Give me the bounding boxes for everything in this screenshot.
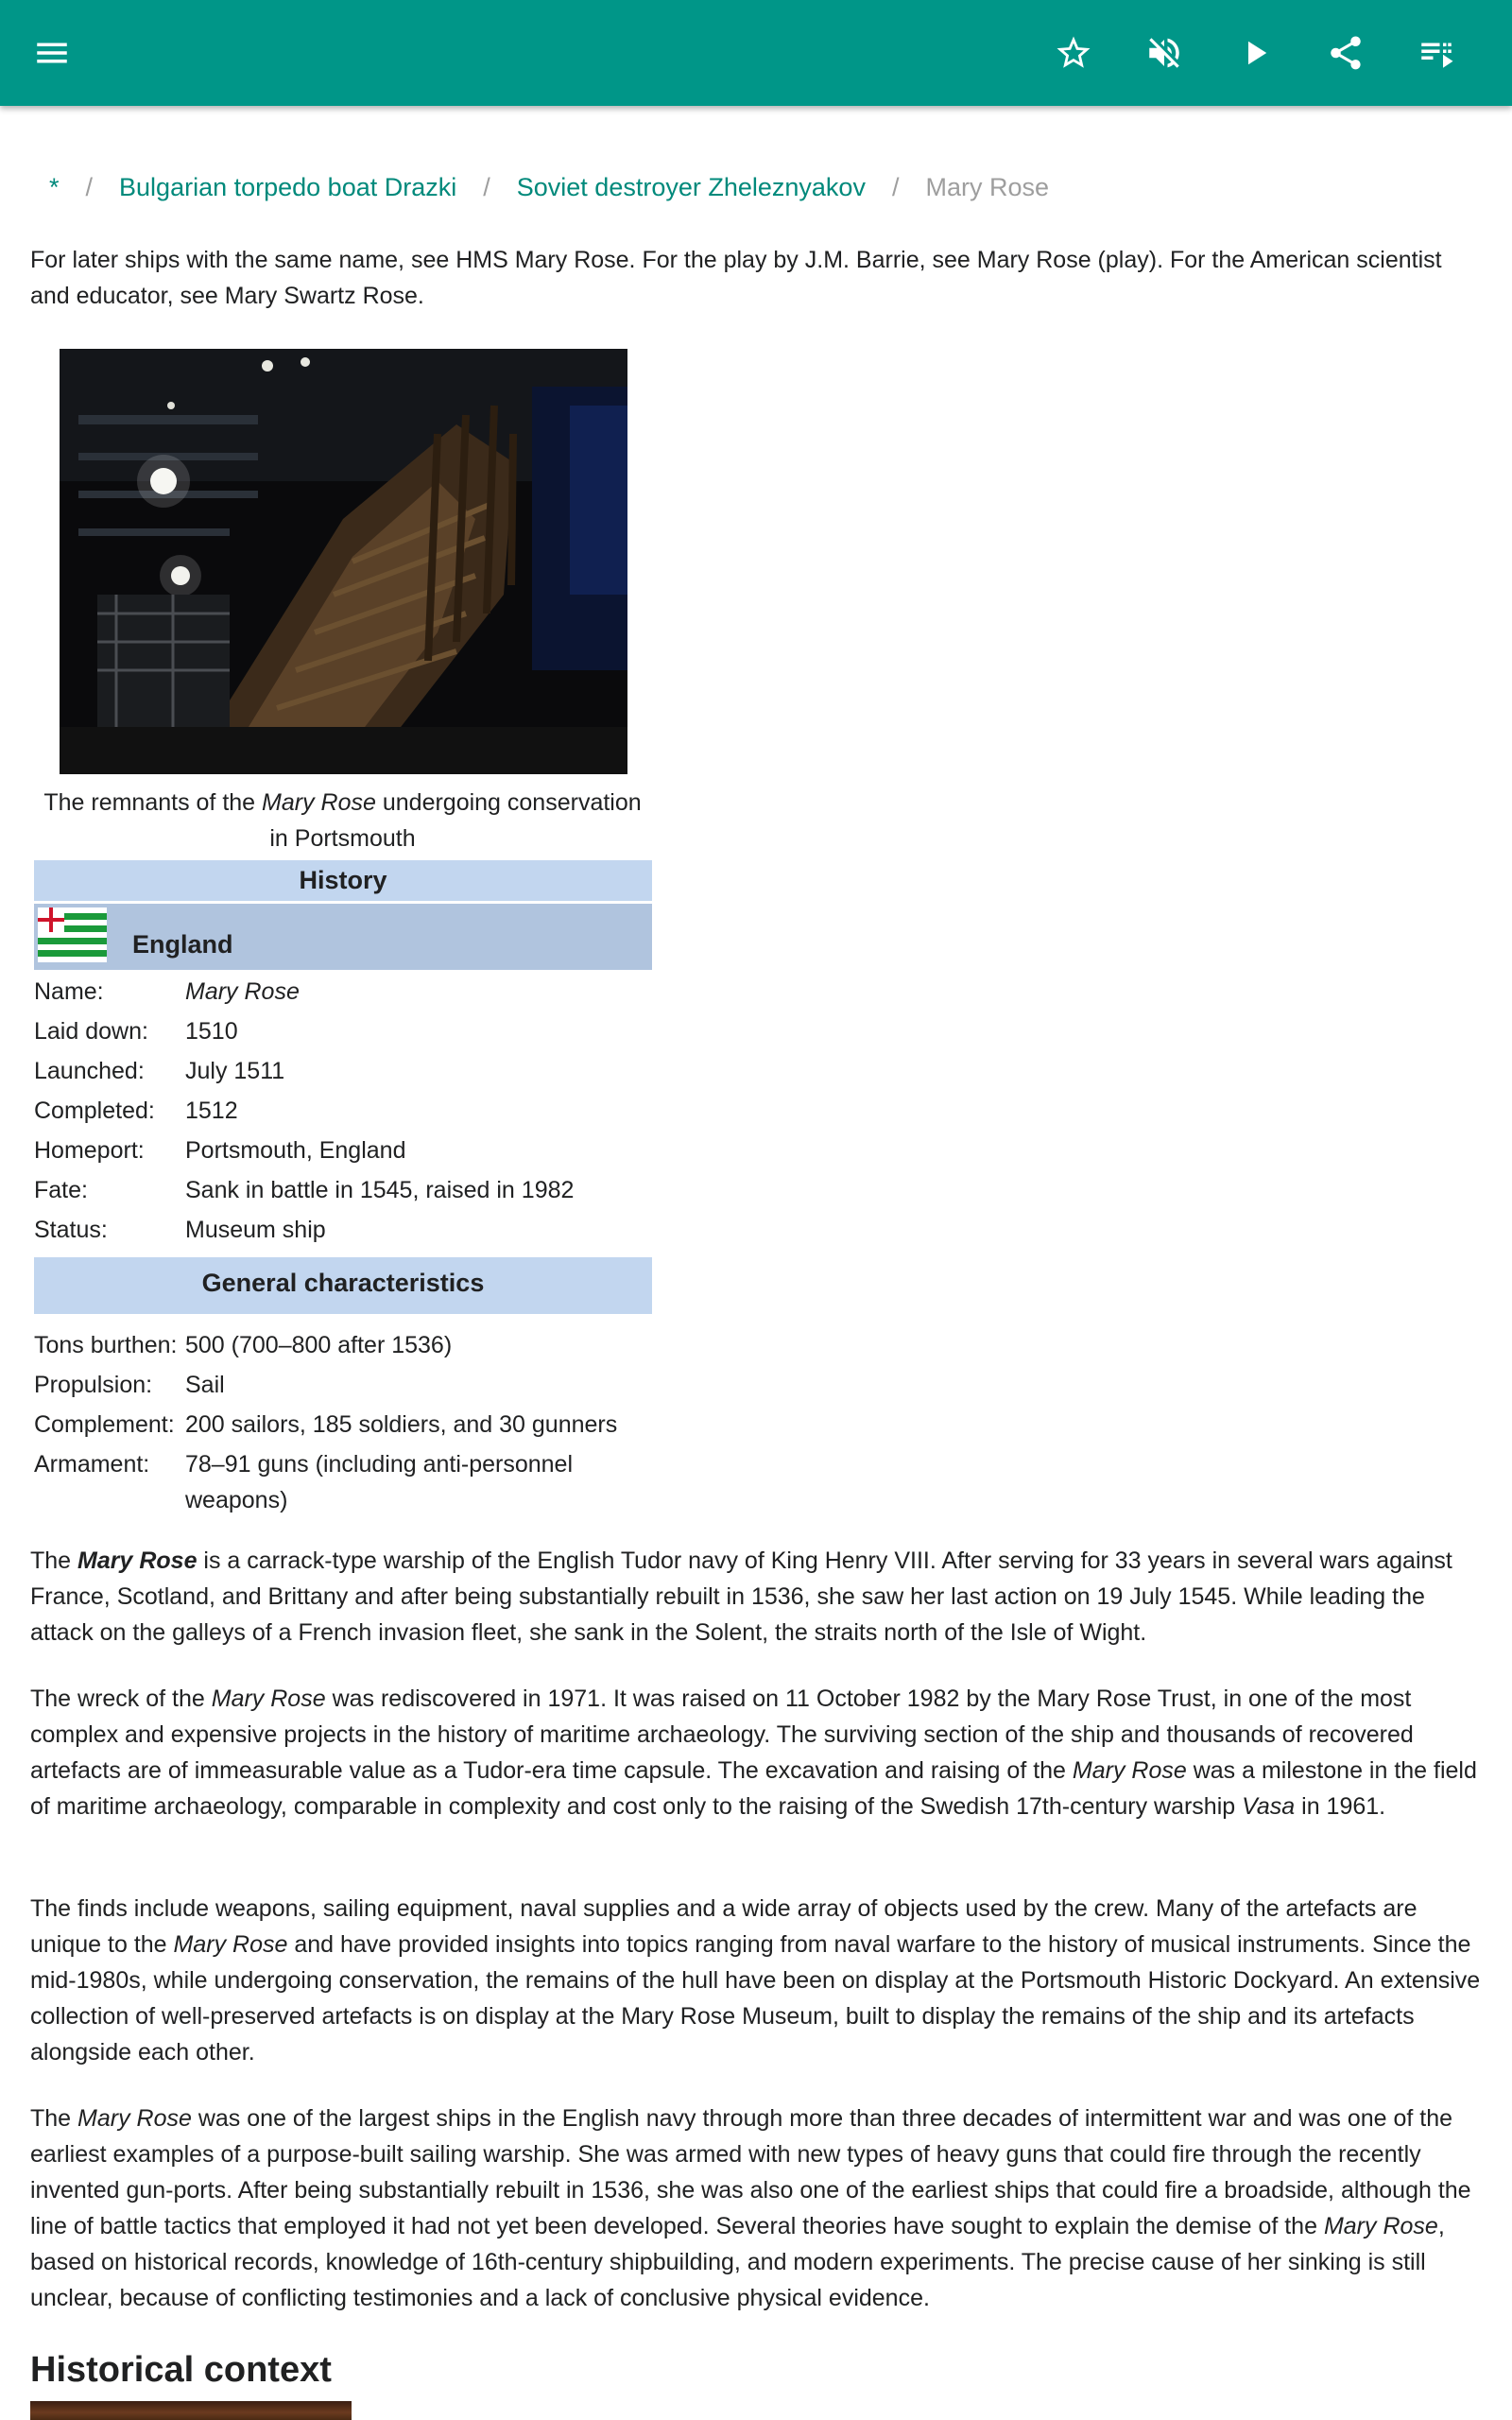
- infobox-value: Sail: [185, 1372, 225, 1398]
- paragraph-text: is a carrack-type warship of the English Tudor navy of King Henry VIII. After serving for 33 years in several wars against France, Scotland, and Brittany and after being substantially rebuilt in 1536, she saw her last action on 19 July 1545. While leading the attack on the galleys of a French invasion fleet, she sank in the Solent, the straits north of the Isle of Wight.: [30, 1547, 1452, 1646]
- infobox-label: Propulsion:: [34, 1372, 153, 1398]
- infobox-general-rows: [34, 1314, 652, 1520]
- infobox-row: [34, 1091, 652, 1131]
- paragraph-text: The: [30, 2105, 78, 2132]
- historical-context-image[interactable]: [30, 2401, 352, 2420]
- breadcrumb: [49, 168, 1049, 206]
- article-ship-name: Mary Rose: [1072, 1757, 1187, 1784]
- infobox-value: 78–91 guns (including anti-personnel weapons): [185, 1451, 574, 1513]
- share-icon: [1326, 33, 1366, 73]
- paragraph-text: in 1961.: [1295, 1793, 1386, 1820]
- star-outline-icon: [1054, 33, 1093, 73]
- bookmark-button[interactable]: [1047, 26, 1100, 79]
- infobox-label: Completed:: [34, 1098, 155, 1124]
- paragraph-text: was one of the largest ships in the English navy through more than three decades of intermittent war and was one of the earliest examples of a purpose-built sailing warship. She was armed with new types of heavy guns that could fire through the recently invented gun-ports. After being substantially rebuilt in 1536, she was also one of the earliest ships that could fire a broadside, although the line of battle tactics that employed it had not yet been developed. Several theories have sought to explain the demise of the: [30, 2105, 1471, 2239]
- infobox-value: 1510: [185, 1018, 238, 1045]
- infobox-value: Sank in battle in 1545, raised in 1982: [185, 1177, 575, 1203]
- infobox-label: Armament:: [34, 1451, 150, 1478]
- breadcrumb-home[interactable]: *: [49, 172, 60, 201]
- volume-off-icon: [1144, 33, 1184, 73]
- article-ship-name: Mary Rose: [77, 2105, 192, 2132]
- breadcrumb-item-drazki[interactable]: Bulgarian torpedo boat Drazki: [119, 172, 457, 201]
- play-icon: [1235, 33, 1275, 73]
- infobox-history-rows: [34, 970, 652, 1250]
- paragraph-text: was a milestone in the field of maritime archaeology, comparable in complexity and cost only to the raising of the Swedish 17th-century warship: [30, 1757, 1477, 1820]
- infobox-row: [34, 1325, 652, 1365]
- article-paragraph-4: [30, 2100, 1490, 2316]
- infobox-row: [34, 1210, 652, 1250]
- mute-button[interactable]: [1138, 26, 1191, 79]
- infobox-row: [34, 1170, 652, 1210]
- infobox-country: England: [132, 930, 233, 959]
- infobox-label: Status:: [34, 1217, 108, 1243]
- article-ship-name: Vasa: [1242, 1793, 1296, 1820]
- paragraph-text: , based on historical records, knowledge of 16th-century shipbuilding, and modern experiments. The precise cause of her sinking is still unclear, because of conflicting testimonies and a lack of conclusive physical evidence.: [30, 2213, 1445, 2311]
- contents-button[interactable]: [1410, 26, 1463, 79]
- infobox: [34, 860, 652, 1520]
- infobox-row: [34, 1011, 652, 1051]
- ensign-flag-icon: [38, 908, 107, 962]
- article-paragraph-2: [30, 1681, 1490, 1824]
- paragraph-text: The: [30, 1547, 78, 1574]
- paragraph-text: The wreck of the: [30, 1685, 212, 1712]
- hatnote: For later ships with the same name, see HMS Mary Rose. For the play by J.M. Barrie, see Mary Rose (play). For the American scientist and educator, see Mary Swartz Rose.: [30, 247, 1442, 309]
- caption-ship-name: Mary Rose: [262, 789, 376, 816]
- infobox-general-heading: General characteristics: [34, 1257, 652, 1314]
- ship-remnants-photo[interactable]: [60, 349, 627, 774]
- article-ship-name: Mary Rose: [1323, 2213, 1438, 2239]
- article-paragraph-3: [30, 1891, 1490, 2070]
- paragraph-text: was rediscovered in 1971. It was raised on 11 October 1982 by the Mary Rose Trust, in one of the most complex and expensive projects in the history of maritime archaeology. The surviving section of the ship and thousands of recovered artefacts are of immeasurable value as a Tudor-era time capsule. The excavation and raising of the: [30, 1685, 1414, 1784]
- caption-text: undergoing conservation in Portsmouth: [269, 789, 642, 852]
- infobox-row: [34, 1131, 652, 1170]
- infobox-label: Laid down:: [34, 1018, 148, 1045]
- infobox-row: [34, 972, 652, 1011]
- caption-text: The remnants of the: [43, 789, 263, 816]
- breadcrumb-separator: /: [85, 172, 94, 201]
- infobox-row: [34, 1051, 652, 1091]
- infobox-value: 200 sailors, 185 soldiers, and 30 gunners: [185, 1411, 618, 1438]
- infobox-label: Complement:: [34, 1411, 175, 1438]
- article-ship-name: Mary Rose: [211, 1685, 326, 1712]
- paragraph-text: The finds include weapons, sailing equipment, naval supplies and a wide array of objects used by the crew. Many of the artefacts are unique to the: [30, 1895, 1418, 1958]
- infobox-row: [34, 1365, 652, 1405]
- section-heading-historical-context: Historical context: [30, 2350, 332, 2390]
- breadcrumb-item-zheleznyakov[interactable]: Soviet destroyer Zheleznyakov: [516, 172, 866, 201]
- ship-photo-illustration: [60, 349, 627, 774]
- article-ship-name: Mary Rose: [77, 1547, 198, 1574]
- infobox-country-row: [34, 904, 652, 970]
- breadcrumb-current: Mary Rose: [925, 172, 1049, 201]
- infobox-value: Museum ship: [185, 1217, 326, 1243]
- infobox-label: Launched:: [34, 1058, 145, 1084]
- breadcrumb-separator: /: [891, 172, 900, 201]
- play-button[interactable]: [1228, 26, 1281, 79]
- share-button[interactable]: [1319, 26, 1372, 79]
- app-bar: [0, 0, 1512, 106]
- menu-button[interactable]: [26, 26, 78, 79]
- infobox-row: [34, 1444, 652, 1520]
- menu-icon: [32, 33, 72, 73]
- infobox-value: Mary Rose: [185, 978, 300, 1005]
- infobox-label: Homeport:: [34, 1137, 145, 1164]
- infobox-label: Name:: [34, 978, 104, 1005]
- article-ship-name: Mary Rose: [173, 1931, 288, 1958]
- infobox-value: 1512: [185, 1098, 238, 1124]
- infobox-value: Portsmouth, England: [185, 1137, 406, 1164]
- infobox-value: July 1511: [185, 1058, 285, 1084]
- infobox-label: Tons burthen:: [34, 1332, 178, 1358]
- playlist-icon: [1417, 33, 1456, 73]
- paragraph-text: and have provided insights into topics ranging from naval warfare to the history of musical instruments. Since the mid-1980s, while undergoing conservation, the remains of the hull have been on display at the Portsmouth Historic Dockyard. An extensive collection of well-preserved artefacts is on display at the Mary Rose Museum, built to display the remains of the ship and its artefacts alongside each other.: [30, 1931, 1481, 2066]
- infobox-row: [34, 1405, 652, 1444]
- photo-caption: [34, 785, 651, 856]
- article-paragraph-1: [30, 1543, 1490, 1651]
- breadcrumb-separator: /: [483, 172, 490, 201]
- infobox-label: Fate:: [34, 1177, 88, 1203]
- infobox-value: 500 (700–800 after 1536): [185, 1332, 453, 1358]
- infobox-history-heading: History: [34, 860, 652, 901]
